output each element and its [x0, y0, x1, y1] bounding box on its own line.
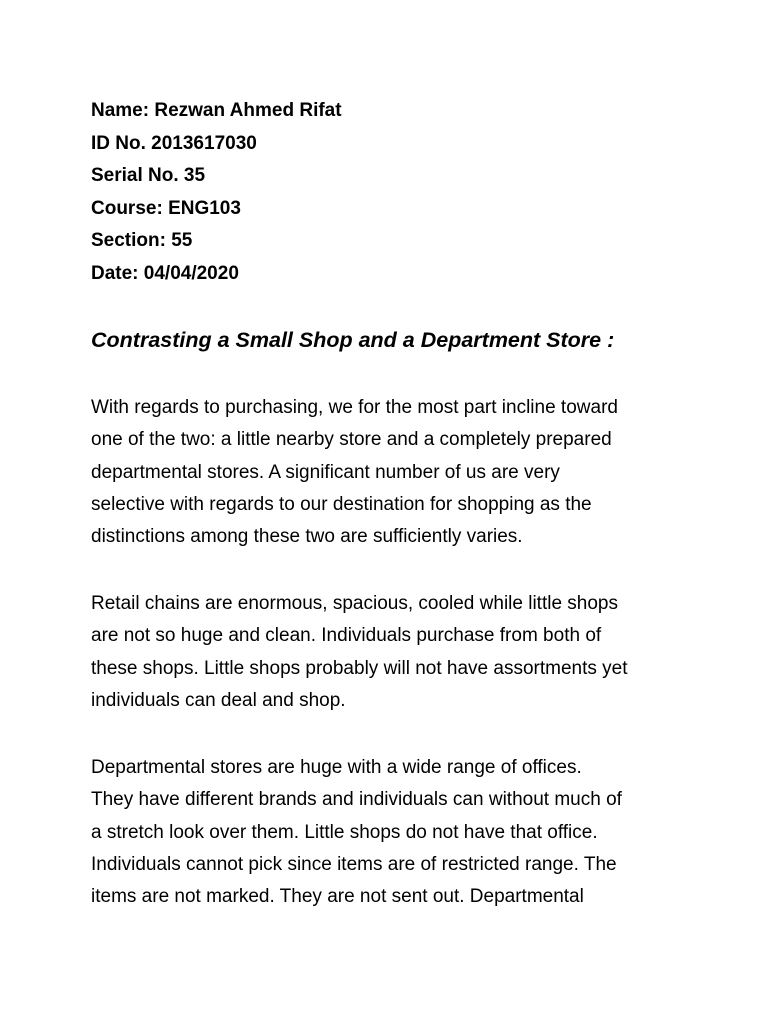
essay-title: Contrasting a Small Shop and a Department Store :	[91, 328, 615, 352]
paragraph-1	[91, 392, 711, 553]
serial-number: Serial No. 35	[91, 165, 206, 187]
paragraph-line: are not so huge and clean. Individuals purchase from both of	[91, 625, 602, 647]
submission-date: Date: 04/04/2020	[91, 262, 239, 284]
paragraph-line: distinctions among these two are sufficiently varies.	[91, 526, 523, 548]
paragraph-line: Individuals cannot pick since items are of restricted range. The	[91, 853, 617, 875]
paragraph-line: a stretch look over them. Little shops do not have that office.	[91, 821, 598, 843]
paragraph-line: departmental stores. A significant number of us are very	[91, 461, 560, 483]
section-number: Section: 55	[91, 230, 193, 252]
paragraph-line: Retail chains are enormous, spacious, cooled while little shops	[91, 593, 618, 614]
paragraph-line: items are not marked. They are not sent out. Departmental	[91, 886, 584, 908]
paragraph-line: one of the two: a little nearby store and a completely prepared	[91, 429, 612, 451]
student-info-header	[91, 95, 691, 291]
course-code: Course: ENG103	[91, 197, 241, 219]
paragraph-line: selective with regards to our destination for shopping as the	[91, 493, 592, 515]
paragraph-line: They have different brands and individuals can without much of	[91, 789, 622, 811]
paragraph-2	[91, 588, 711, 717]
paragraph-line: Departmental stores are huge with a wide range of offices.	[91, 757, 582, 778]
paragraph-3	[91, 752, 711, 913]
paragraph-line: these shops. Little shops probably will not have assortments yet	[91, 657, 628, 679]
student-name: Name: Rezwan Ahmed Rifat	[91, 100, 342, 121]
paragraph-line: individuals can deal and shop.	[91, 689, 346, 711]
student-id: ID No. 2013617030	[91, 132, 257, 154]
paragraph-line: With regards to purchasing, we for the most part incline toward	[91, 397, 618, 418]
